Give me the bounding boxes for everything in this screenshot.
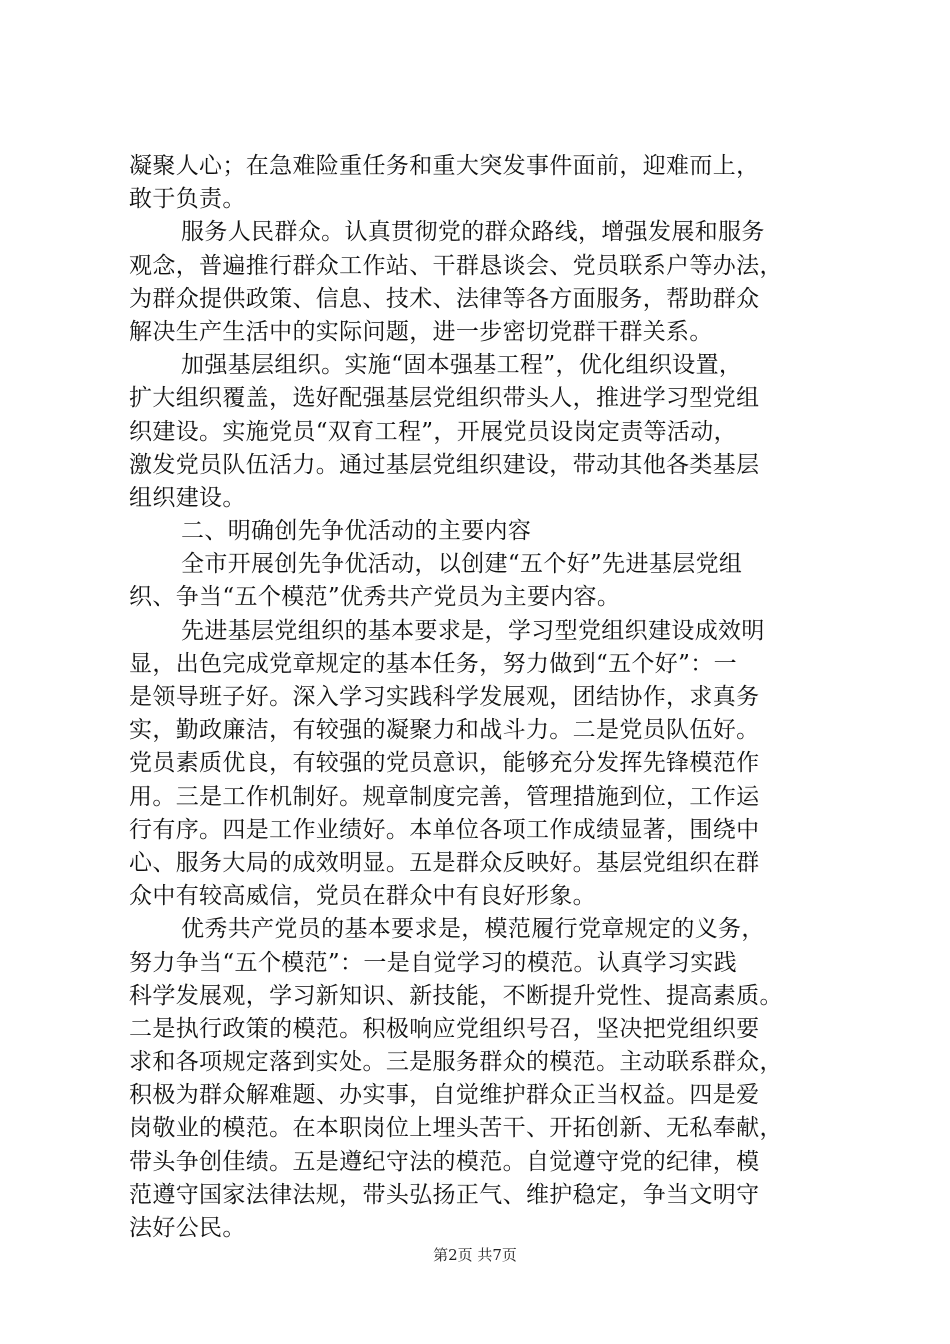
text-line: 二、明确创先争优活动的主要内容 [181,518,532,545]
text-line: 带头争创佳绩。五是遵纪守法的模范。自觉遵守党的纪律，模 [129,1148,760,1175]
text-line: 众中有较高威信，党员在群众中有良好形象。 [129,883,596,910]
text-line: 是领导班子好。深入学习实践科学发展观，团结协作，求真务 [129,684,760,710]
text-line: 二是执行政策的模范。积极响应党组织号召，坚决把党组织要 [129,1015,760,1042]
text-line: 行有序。四是工作业绩好。本单位各项工作成绩显著，围绕中 [129,816,760,843]
page-number-label: 第2页 共7页 [433,1246,517,1264]
text-line: 法好公民。 [129,1215,246,1241]
page-footer [0,1244,950,1265]
text-line: 解决生产生活中的实际问题，进一步密切党群干群关系。 [129,318,713,345]
text-line: 观念，普遍推行群众工作站、干群恳谈会、党员联系户等办法， [129,252,783,279]
text-line: 扩大组织覆盖，选好配强基层党组织带头人，推进学习型党组 [129,385,760,412]
text-line: 求和各项规定落到实处。三是服务群众的模范。主动联系群众， [129,1049,783,1076]
text-line: 激发党员队伍活力。通过基层党组织建设，带动其他各类基层 [129,451,760,478]
text-line: 为群众提供政策、信息、技术、法律等各方面服务，帮助群众 [129,285,760,312]
text-line: 显，出色完成党章规定的基本任务，努力做到“五个好”：一 [129,650,737,677]
text-line: 用。三是工作机制好。规章制度完善，管理措施到位，工作运 [129,783,760,810]
text-line: 心、服务大局的成效明显。五是群众反映好。基层党组织在群 [129,849,760,876]
text-line: 岗敬业的模范。在本职岗位上埋头苦干、开拓创新、无私奉献， [129,1115,783,1142]
text-line: 织建设。实施党员“双育工程”，开展党员设岗定责等活动， [129,418,737,445]
text-line: 优秀共产党员的基本要求是，模范履行党章规定的义务， [181,916,765,943]
text-line: 凝聚人心；在急难险重任务和重大突发事件面前，迎难而上， [129,153,760,179]
text-line: 全市开展创先争优活动，以创建“五个好”先进基层党组 [181,551,743,578]
text-line: 加强基层组织。实施“固本强基工程”，优化组织设置， [181,352,743,379]
text-line: 敢于负责。 [129,186,246,213]
text-line: 科学发展观，学习新知识、新技能，不断提升党性、提高素质。 [129,982,783,1009]
text-line: 范遵守国家法律法规，带头弘扬正气、维护稳定，争当文明守 [129,1181,760,1208]
text-line: 织、争当“五个模范”优秀共产党员为主要内容。 [129,584,621,611]
text-line: 先进基层党组织的基本要求是，学习型党组织建设成效明 [181,617,765,644]
text-line: 积极为群众解难题、办实事，自觉维护群众正当权益。四是爱 [129,1082,760,1109]
text-line: 努力争当“五个模范”：一是自觉学习的模范。认真学习实践 [129,949,737,976]
text-line: 组织建设。 [129,484,246,511]
text-line: 服务人民群众。认真贯彻党的群众路线，增强发展和服务 [181,219,765,246]
text-line: 党员素质优良，有较强的党员意识，能够充分发挥先锋模范作 [129,750,760,777]
document-body [129,150,841,1245]
text-line: 实，勤政廉洁，有较强的凝聚力和战斗力。二是党员队伍好。 [129,717,760,744]
